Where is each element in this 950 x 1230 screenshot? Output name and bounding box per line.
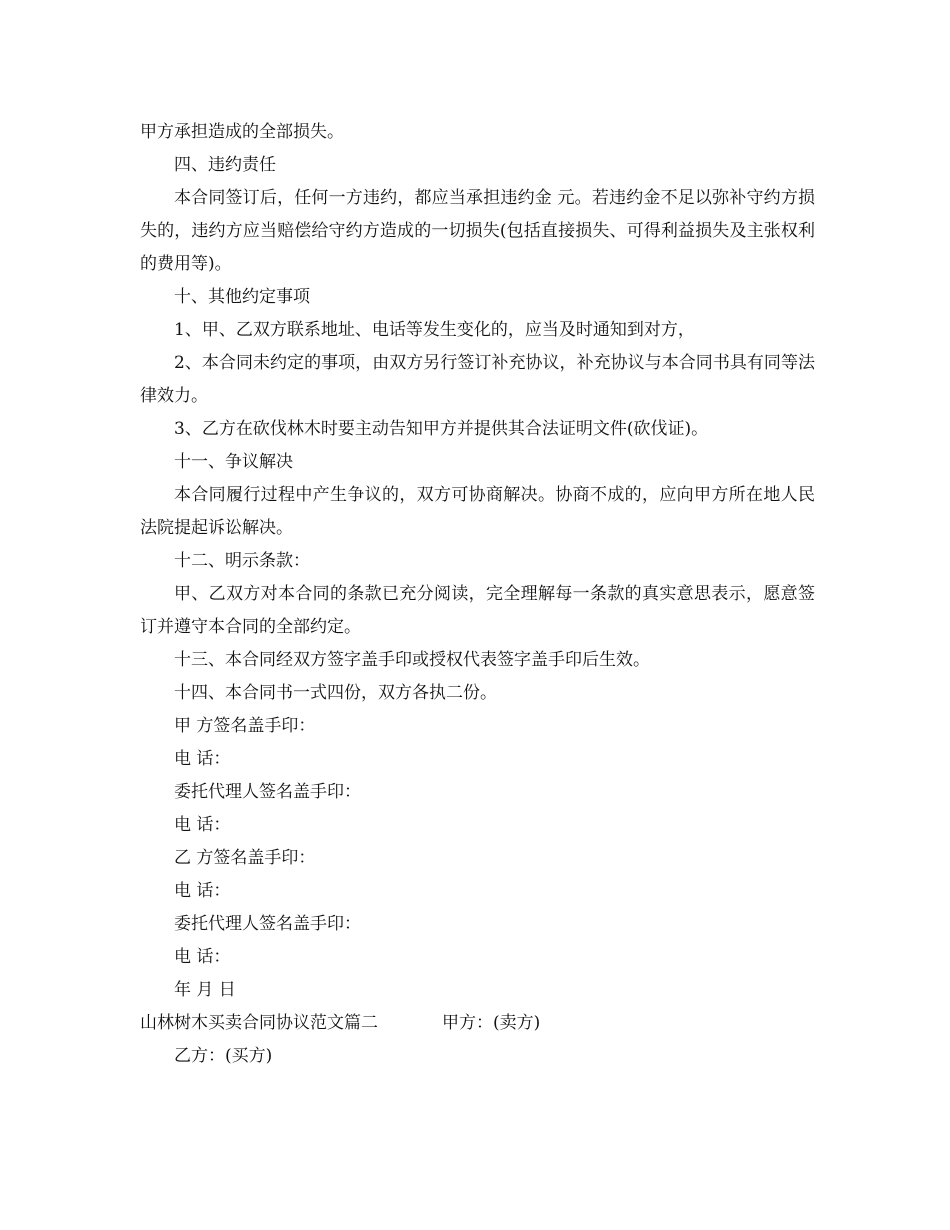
paragraph: 1、甲、乙双方联系地址、电话等发生变化的，应当及时通知到对方， bbox=[174, 320, 695, 340]
paragraph: 电 话： bbox=[174, 947, 231, 967]
section-heading-title: 山林树木买卖合同协议范文篇二 bbox=[140, 1013, 378, 1033]
paragraph: 委托代理人签名盖手印： bbox=[174, 914, 361, 934]
paragraph: 甲 方签名盖手印： bbox=[174, 716, 316, 736]
document-body bbox=[140, 116, 815, 1073]
paragraph: 十四、本合同书一式四份，双方各执二份。 bbox=[174, 683, 497, 703]
paragraph: 电 话： bbox=[174, 749, 231, 769]
paragraph: 十二、明示条款： bbox=[174, 551, 310, 571]
section-heading-party-a: 甲方：(卖方) bbox=[442, 1013, 541, 1033]
paragraph: 乙 方签名盖手印： bbox=[174, 848, 316, 868]
paragraph: 十一、争议解决 bbox=[174, 452, 293, 472]
section-heading-line bbox=[140, 1007, 815, 1040]
paragraph: 甲方承担造成的全部损失。 bbox=[140, 122, 344, 142]
paragraph: 十三、本合同经双方签字盖手印或授权代表签字盖手印后生效。 bbox=[174, 650, 650, 670]
paragraph-list bbox=[140, 116, 815, 1007]
paragraph: 年 月 日 bbox=[174, 980, 236, 1000]
paragraph: 甲、乙双方对本合同的条款已充分阅读，完全理解每一条款的真实意思表示，愿意签订并遵守本合同的全部约定。 bbox=[140, 584, 815, 637]
paragraph: 委托代理人签名盖手印： bbox=[174, 782, 361, 802]
paragraph: 电 话： bbox=[174, 881, 231, 901]
paragraph: 2、本合同未约定的事项，由双方另行签订补充协议，补充协议与本合同书具有同等法律效力。 bbox=[140, 353, 815, 406]
party-b-line: 乙方：(买方) bbox=[174, 1046, 273, 1066]
paragraph: 本合同签订后，任何一方违约，都应当承担违约金 元。若违约金不足以弥补守约方损失的，违约方应当赔偿给守约方造成的一切损失(包括直接损失、可得利益损失及主张权利的费用等)。 bbox=[140, 188, 815, 274]
paragraph: 十、其他约定事项 bbox=[174, 287, 310, 307]
paragraph: 本合同履行过程中产生争议的，双方可协商解决。协商不成的，应向甲方所在地人民法院提起诉讼解决。 bbox=[140, 485, 815, 538]
paragraph: 四、违约责任 bbox=[174, 155, 276, 175]
paragraph: 电 话： bbox=[174, 815, 231, 835]
paragraph: 3、乙方在砍伐林木时要主动告知甲方并提供其合法证明文件(砍伐证)。 bbox=[174, 419, 709, 439]
